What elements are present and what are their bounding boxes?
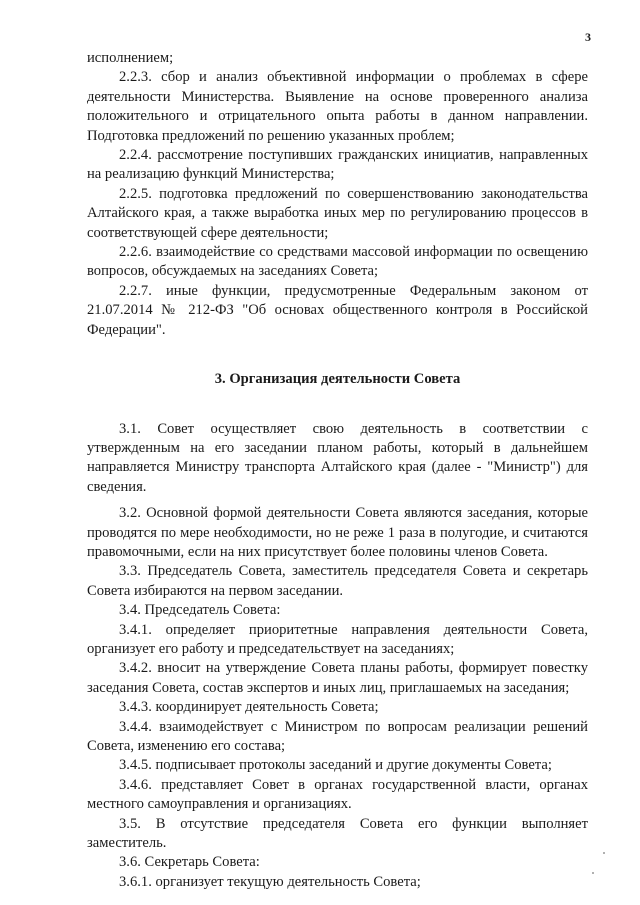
- paragraph: 3.5. В отсутствие председателя Совета его функции выполняет заместитель.: [87, 815, 588, 852]
- paragraph: 3.6. Секретарь Совета:: [119, 854, 260, 871]
- paragraph: 3.4.3. координирует деятельность Совета;: [119, 699, 379, 716]
- paragraph-gap: [87, 497, 588, 504]
- paragraph: 2.2.7. иные функции, предусмотренные Федеральным законом от 21.07.2014 № 212-ФЗ "Об основах общественного контроля в Российской Федерации".: [87, 282, 588, 338]
- section-heading: 3. Организация деятельности Совета: [214, 371, 461, 388]
- paragraph: 3.6.1. организует текущую деятельность Совета;: [119, 873, 421, 890]
- paragraph: 3.4.1. определяет приоритетные направления деятельности Совета, организует его работу и председательствует на заседаниях;: [87, 621, 588, 657]
- paragraph: 3.3. Председатель Совета, заместитель председателя Совета и секретарь Совета избираются на первом заседании.: [87, 563, 588, 599]
- paragraph: исполнением;: [87, 50, 174, 66]
- document-body: [87, 49, 588, 892]
- paragraph: 2.2.6. взаимодействие со средствами массовой информации по освещению вопросов, обсуждаемых на заседаниях Совета;: [87, 244, 588, 280]
- page-number: 3: [585, 30, 591, 44]
- paragraph: 2.2.4. рассмотрение поступивших гражданских инициатив, направленных на реализацию функций Министерства;: [87, 147, 588, 183]
- scan-speck: [603, 852, 605, 854]
- paragraph: 3.4.4. взаимодействует с Министром по вопросам реализации решений Совета, изменению его состава;: [87, 718, 588, 754]
- scan-speck: [592, 872, 594, 874]
- paragraph: 3.1. Совет осуществляет свою деятельность в соответствии с утвержденным на его заседании планом работы, который в дальнейшем направляется Министру транспорта Алтайского края (далее - "Министр") для сведения.: [87, 420, 588, 495]
- paragraph: 2.2.5. подготовка предложений по совершенствованию законодательства Алтайского края, а также выработка иных мер по регулированию процессов в соответствующей сфере деятельности;: [87, 185, 588, 241]
- paragraph: 3.4. Председатель Совета:: [119, 602, 281, 619]
- paragraph: 3.4.5. подписывает протоколы заседаний и другие документы Совета;: [119, 757, 552, 774]
- paragraph: 3.4.2. вносит на утверждение Совета планы работы, формирует повестку заседания Совета, состав экспертов и иных лиц, приглашаемых на заседания;: [87, 660, 588, 696]
- paragraph: 3.4.6. представляет Совет в органах государственной власти, органах местного самоуправления и организациях.: [87, 776, 588, 813]
- paragraph: 3.2. Основной формой деятельности Совета являются заседания, которые проводятся по мере необходимости, но не реже 1 раза в полугодие, и считаются правомочными, если на них присутствует более половины членов Совета.: [87, 505, 588, 560]
- paragraph: 2.2.3. сбор и анализ объективной информации о проблемах в сфере деятельности Министерства. Выявление на основе проверенного анализа положительного и отрицательного опыта работы в данном направлении. Подготовка предложений по решению указанных проблем;: [87, 69, 588, 144]
